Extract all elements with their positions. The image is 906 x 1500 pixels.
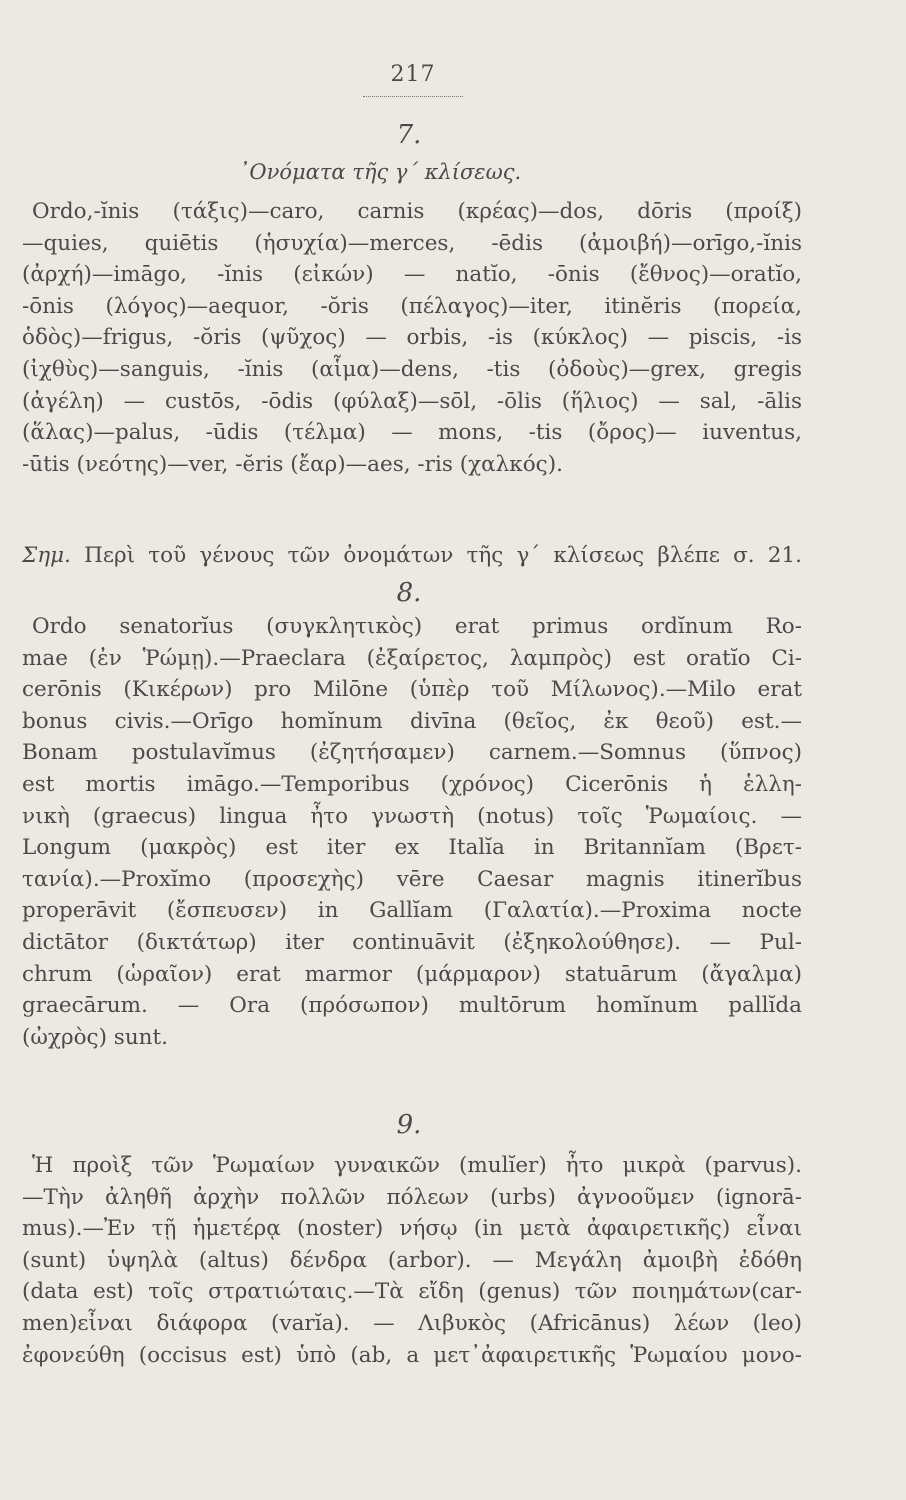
text-line: properāvit (ἔσπευσεν) in Gallĭam (Γαλατία).—Proxima nocte	[22, 898, 802, 924]
text-line: ἐφονεύθη (occisus est) ὑπὸ (ab, a μετ᾽ἀφαιρετικῆς Ῥωμαίου μονο-	[22, 1342, 802, 1368]
text-line: (sunt) ὑψηλὰ (altus) δένδρα (arbor). — Μεγάλη ἀμοιβὴ ἐδόθη	[22, 1247, 802, 1273]
exercise-paragraph-9	[22, 1150, 802, 1371]
exercise-paragraph-8	[22, 611, 802, 1053]
section-heading-8: 8.	[396, 578, 422, 608]
text-line: bonus civis.—Orīgo homĭnum divīna (θεῖος, ἐκ θεοῦ) est.—	[22, 708, 802, 734]
text-line: (data est) τοῖς στρατιώταις.—Τὰ εἴδη (genus) τῶν ποιημάτων(car-	[22, 1279, 802, 1305]
text-line: ὁδὸς)—frigus, -ŏris (ψῦχος) — orbis, -is (κύκλος) — piscis, -is	[22, 325, 802, 351]
text-line: (ἀγέλη) — custōs, -ōdis (φύλαξ)—sōl, -ōlis (ἥλιος) — sal, -ālis	[22, 388, 802, 414]
text-line: Bonam postulavĭmus (ἐζητήσαμεν) carnem.—Somnus (ὕπνος)	[22, 740, 802, 766]
text-line: chrum (ὡραῖον) erat marmor (μάρμαρον) statuārum (ἄγαλμα)	[22, 961, 802, 987]
text-line: Ordo senatorĭus (συγκλητικὸς) erat primus ordĭnum Ro-	[32, 614, 802, 639]
vocabulary-paragraph	[22, 196, 802, 480]
text-line: —Τὴν ἀληθῆ ἀρχὴν πολλῶν πόλεων (urbs) ἀγνοοῦμεν (ignorā-	[22, 1184, 802, 1210]
section-note	[22, 540, 802, 572]
page-number-rule	[363, 96, 463, 97]
section-subtitle: ᾽Ονόματα τῆς γ΄ κλίσεως.	[238, 160, 522, 184]
text-line: graecārum. — Ora (πρόσωπον) multōrum homĭnum pallĭda	[22, 993, 802, 1019]
text-line: —quies, quiētis (ἡσυχία)—merces, -ēdis (ἀμοιβή)—orīgo,-ĭnis	[22, 230, 802, 256]
text-line: mus).—Ἐν τῇ ἡμετέρᾳ (noster) νήσῳ (in μετὰ ἀφαιρετικῆς) εἶναι	[22, 1216, 802, 1242]
note-abbreviation: Σημ.	[22, 543, 71, 568]
text-line: cerōnis (Κικέρων) pro Milōne (ὑπὲρ τοῦ Μίλωνος).—Milo erat	[22, 677, 802, 703]
text-line: (ὠχρὸς) sunt.	[22, 1024, 168, 1050]
text-line: -ōnis (λόγος)—aequor, -ŏris (πέλαγος)—iter, itinĕris (πορεία,	[22, 293, 802, 319]
text-line: Longum (μακρὸς) est iter ex Italĭa in Britannĭam (Βρετ-	[22, 835, 802, 861]
text-line: τανία).—Proxĭmo (προσεχὴς) vēre Caesar magnis itinerĭbus	[22, 866, 802, 892]
text-line: νικὴ (graecus) lingua ἦτο γνωστὴ (notus) τοῖς Ῥωμαίοις. —	[22, 803, 802, 829]
text-line: (ἀρχή)—imāgo, -ĭnis (εἰκών) — natĭo, -ōnis (ἔθνος)—oratĭo,	[22, 262, 802, 288]
text-line: Ordo,-ĭnis (τάξις)—caro, carnis (κρέας)—dos, dōris (προίξ)	[32, 199, 802, 224]
text-line: men)εἶναι διάφορα (varĭa). — Λιβυκὸς (Africānus) λέων (leo)	[22, 1310, 802, 1336]
page-number: 217	[390, 62, 436, 87]
text-line: -ūtis (νεότης)—ver, -ĕris (ἔαρ)—aes, -ris (χαλκός).	[22, 451, 563, 477]
section-heading-9: 9.	[396, 1110, 422, 1140]
text-line: (ἰχθὺς)—sanguis, -ĭnis (αἷμα)—dens, -tis (ὀδοὺς)—grex, gregis	[22, 356, 802, 382]
note-text: Περὶ τοῦ γένους τῶν ὀνομάτων τῆς γ΄ κλίσεως βλέπε σ. 21.	[84, 543, 802, 568]
text-line: (ἅλας)—palus, -ūdis (τέλμα) — mons, -tis (ὄρος)— iuventus,	[22, 420, 802, 446]
text-line: est mortis imāgo.—Temporibus (χρόνος) Cicerōnis ἡ ἑλλη-	[22, 771, 802, 797]
text-line: Ἡ προὶξ τῶν Ῥωμαίων γυναικῶν (mulĭer) ἦτο μικρὰ (parvus).	[32, 1153, 802, 1178]
section-heading-7: 7.	[396, 120, 422, 150]
text-line: mae (ἐν Ῥώμῃ).—Praeclara (ἐξαίρετος, λαμπρὸς) est oratĭo Ci-	[22, 645, 802, 671]
text-line: dictātor (δικτάτωρ) iter continuāvit (ἐξηκολούθησε). — Pul-	[22, 929, 802, 955]
